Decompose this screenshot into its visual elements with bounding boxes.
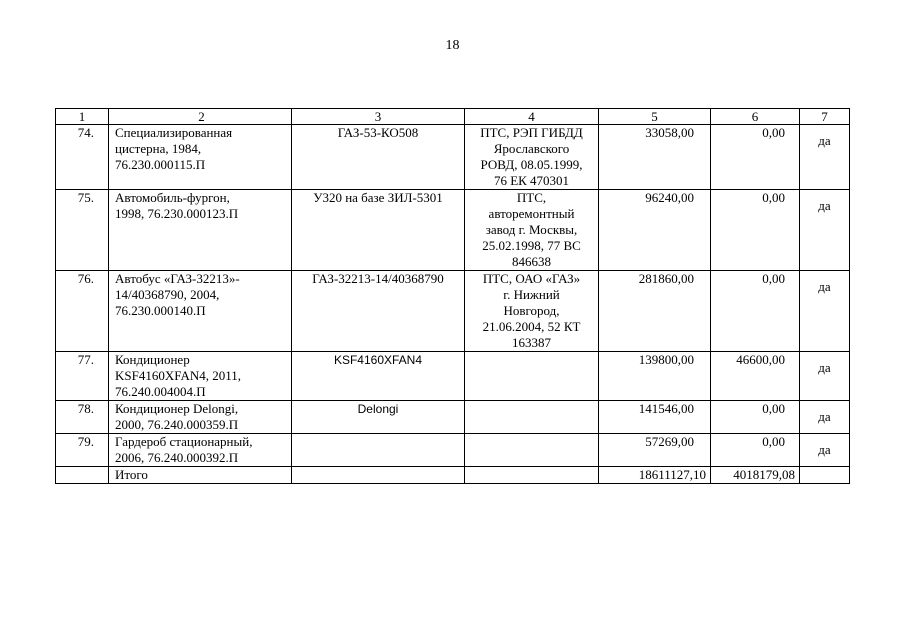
- asset-name: [109, 434, 292, 467]
- flag-value: да: [800, 352, 850, 401]
- column-header-4: 4: [465, 109, 599, 125]
- asset-model-text: ГАЗ-32213-14/40368790: [312, 271, 444, 286]
- flag-value: да: [800, 190, 850, 271]
- residual-value: 0,00: [711, 434, 800, 467]
- asset-model-text: Delongi: [357, 402, 399, 416]
- asset-name-text: Автобус «ГАЗ-32213»- 14/40368790, 2004, 76.230.000140.П: [115, 271, 240, 318]
- table-row: [56, 125, 850, 190]
- page-number: 18: [445, 38, 460, 53]
- total-residual-value: 4018179,08: [711, 467, 800, 484]
- table-row: [56, 401, 850, 434]
- asset-name: [109, 401, 292, 434]
- asset-document-text: ПТС, РЭП ГИБДД Ярославского РОВД, 08.05.1999, 76 ЕК 470301: [480, 125, 583, 188]
- asset-document-text: ПТС, ОАО «ГАЗ» г. Нижний Новгород, 21.06.2004, 52 КТ 163387: [482, 271, 581, 350]
- total-flag-cell: [800, 467, 850, 484]
- total-document-cell: [465, 467, 599, 484]
- column-header-1: 1: [56, 109, 109, 125]
- initial-value: 281860,00: [599, 271, 711, 352]
- column-header-3: 3: [292, 109, 465, 125]
- total-model-cell: [292, 467, 465, 484]
- asset-name: [109, 190, 292, 271]
- total-row: [56, 467, 850, 484]
- asset-name: [109, 125, 292, 190]
- asset-model-text: ГАЗ-53-КО508: [337, 125, 419, 140]
- column-header-2: 2: [109, 109, 292, 125]
- flag-value: да: [800, 125, 850, 190]
- column-header-7: 7: [800, 109, 850, 125]
- asset-name: [109, 352, 292, 401]
- header-row: [56, 109, 850, 125]
- asset-name-text: Кондиционер KSF4160XFAN4, 2011, 76.240.004004.П: [115, 352, 242, 399]
- residual-value: 0,00: [711, 125, 800, 190]
- asset-name: [109, 271, 292, 352]
- total-initial-value: 18611127,10: [599, 467, 711, 484]
- row-number: 78.: [56, 401, 109, 434]
- asset-document: [465, 401, 599, 434]
- initial-value: 96240,00: [599, 190, 711, 271]
- asset-document: [465, 434, 599, 467]
- table-row: [56, 434, 850, 467]
- asset-document-text: ПТС, авторемонтный завод г. Москвы, 25.02.1998, 77 ВС 846638: [482, 190, 581, 269]
- row-number: 77.: [56, 352, 109, 401]
- column-header-6: 6: [711, 109, 800, 125]
- initial-value: 33058,00: [599, 125, 711, 190]
- asset-name-text: Автомобиль-фургон, 1998, 76.230.000123.П: [115, 190, 239, 221]
- asset-model: [292, 434, 465, 467]
- total-label: Итого: [109, 467, 292, 484]
- table-header: [56, 109, 850, 125]
- initial-value: 57269,00: [599, 434, 711, 467]
- asset-table: [55, 108, 850, 484]
- table-body: [56, 125, 850, 484]
- asset-model: [292, 190, 465, 271]
- residual-value: 0,00: [711, 401, 800, 434]
- row-number: 76.: [56, 271, 109, 352]
- asset-model-text: KSF4160XFAN4: [333, 353, 423, 367]
- initial-value: 139800,00: [599, 352, 711, 401]
- row-number: 79.: [56, 434, 109, 467]
- asset-name-text: Специализированная цистерна, 1984, 76.230.000115.П: [115, 125, 233, 172]
- flag-value: да: [800, 434, 850, 467]
- asset-model: [292, 352, 465, 401]
- row-number: 74.: [56, 125, 109, 190]
- asset-document: [465, 271, 599, 352]
- column-header-5: 5: [599, 109, 711, 125]
- total-number-cell: [56, 467, 109, 484]
- flag-value: да: [800, 271, 850, 352]
- asset-document: [465, 125, 599, 190]
- residual-value: 0,00: [711, 190, 800, 271]
- flag-value: да: [800, 401, 850, 434]
- row-number: 75.: [56, 190, 109, 271]
- table-row: [56, 352, 850, 401]
- asset-name-text: Кондиционер Delongi, 2000, 76.240.000359.П: [115, 401, 239, 432]
- table-row: [56, 271, 850, 352]
- asset-document: [465, 352, 599, 401]
- table-row: [56, 190, 850, 271]
- asset-model: [292, 401, 465, 434]
- residual-value: 0,00: [711, 271, 800, 352]
- asset-model: [292, 125, 465, 190]
- asset-name-text: Гардероб стационарный, 2006, 76.240.000392.П: [115, 434, 253, 465]
- asset-model: [292, 271, 465, 352]
- initial-value: 141546,00: [599, 401, 711, 434]
- asset-document: [465, 190, 599, 271]
- asset-model-text: У320 на базе ЗИЛ-5301: [313, 190, 443, 205]
- residual-value: 46600,00: [711, 352, 800, 401]
